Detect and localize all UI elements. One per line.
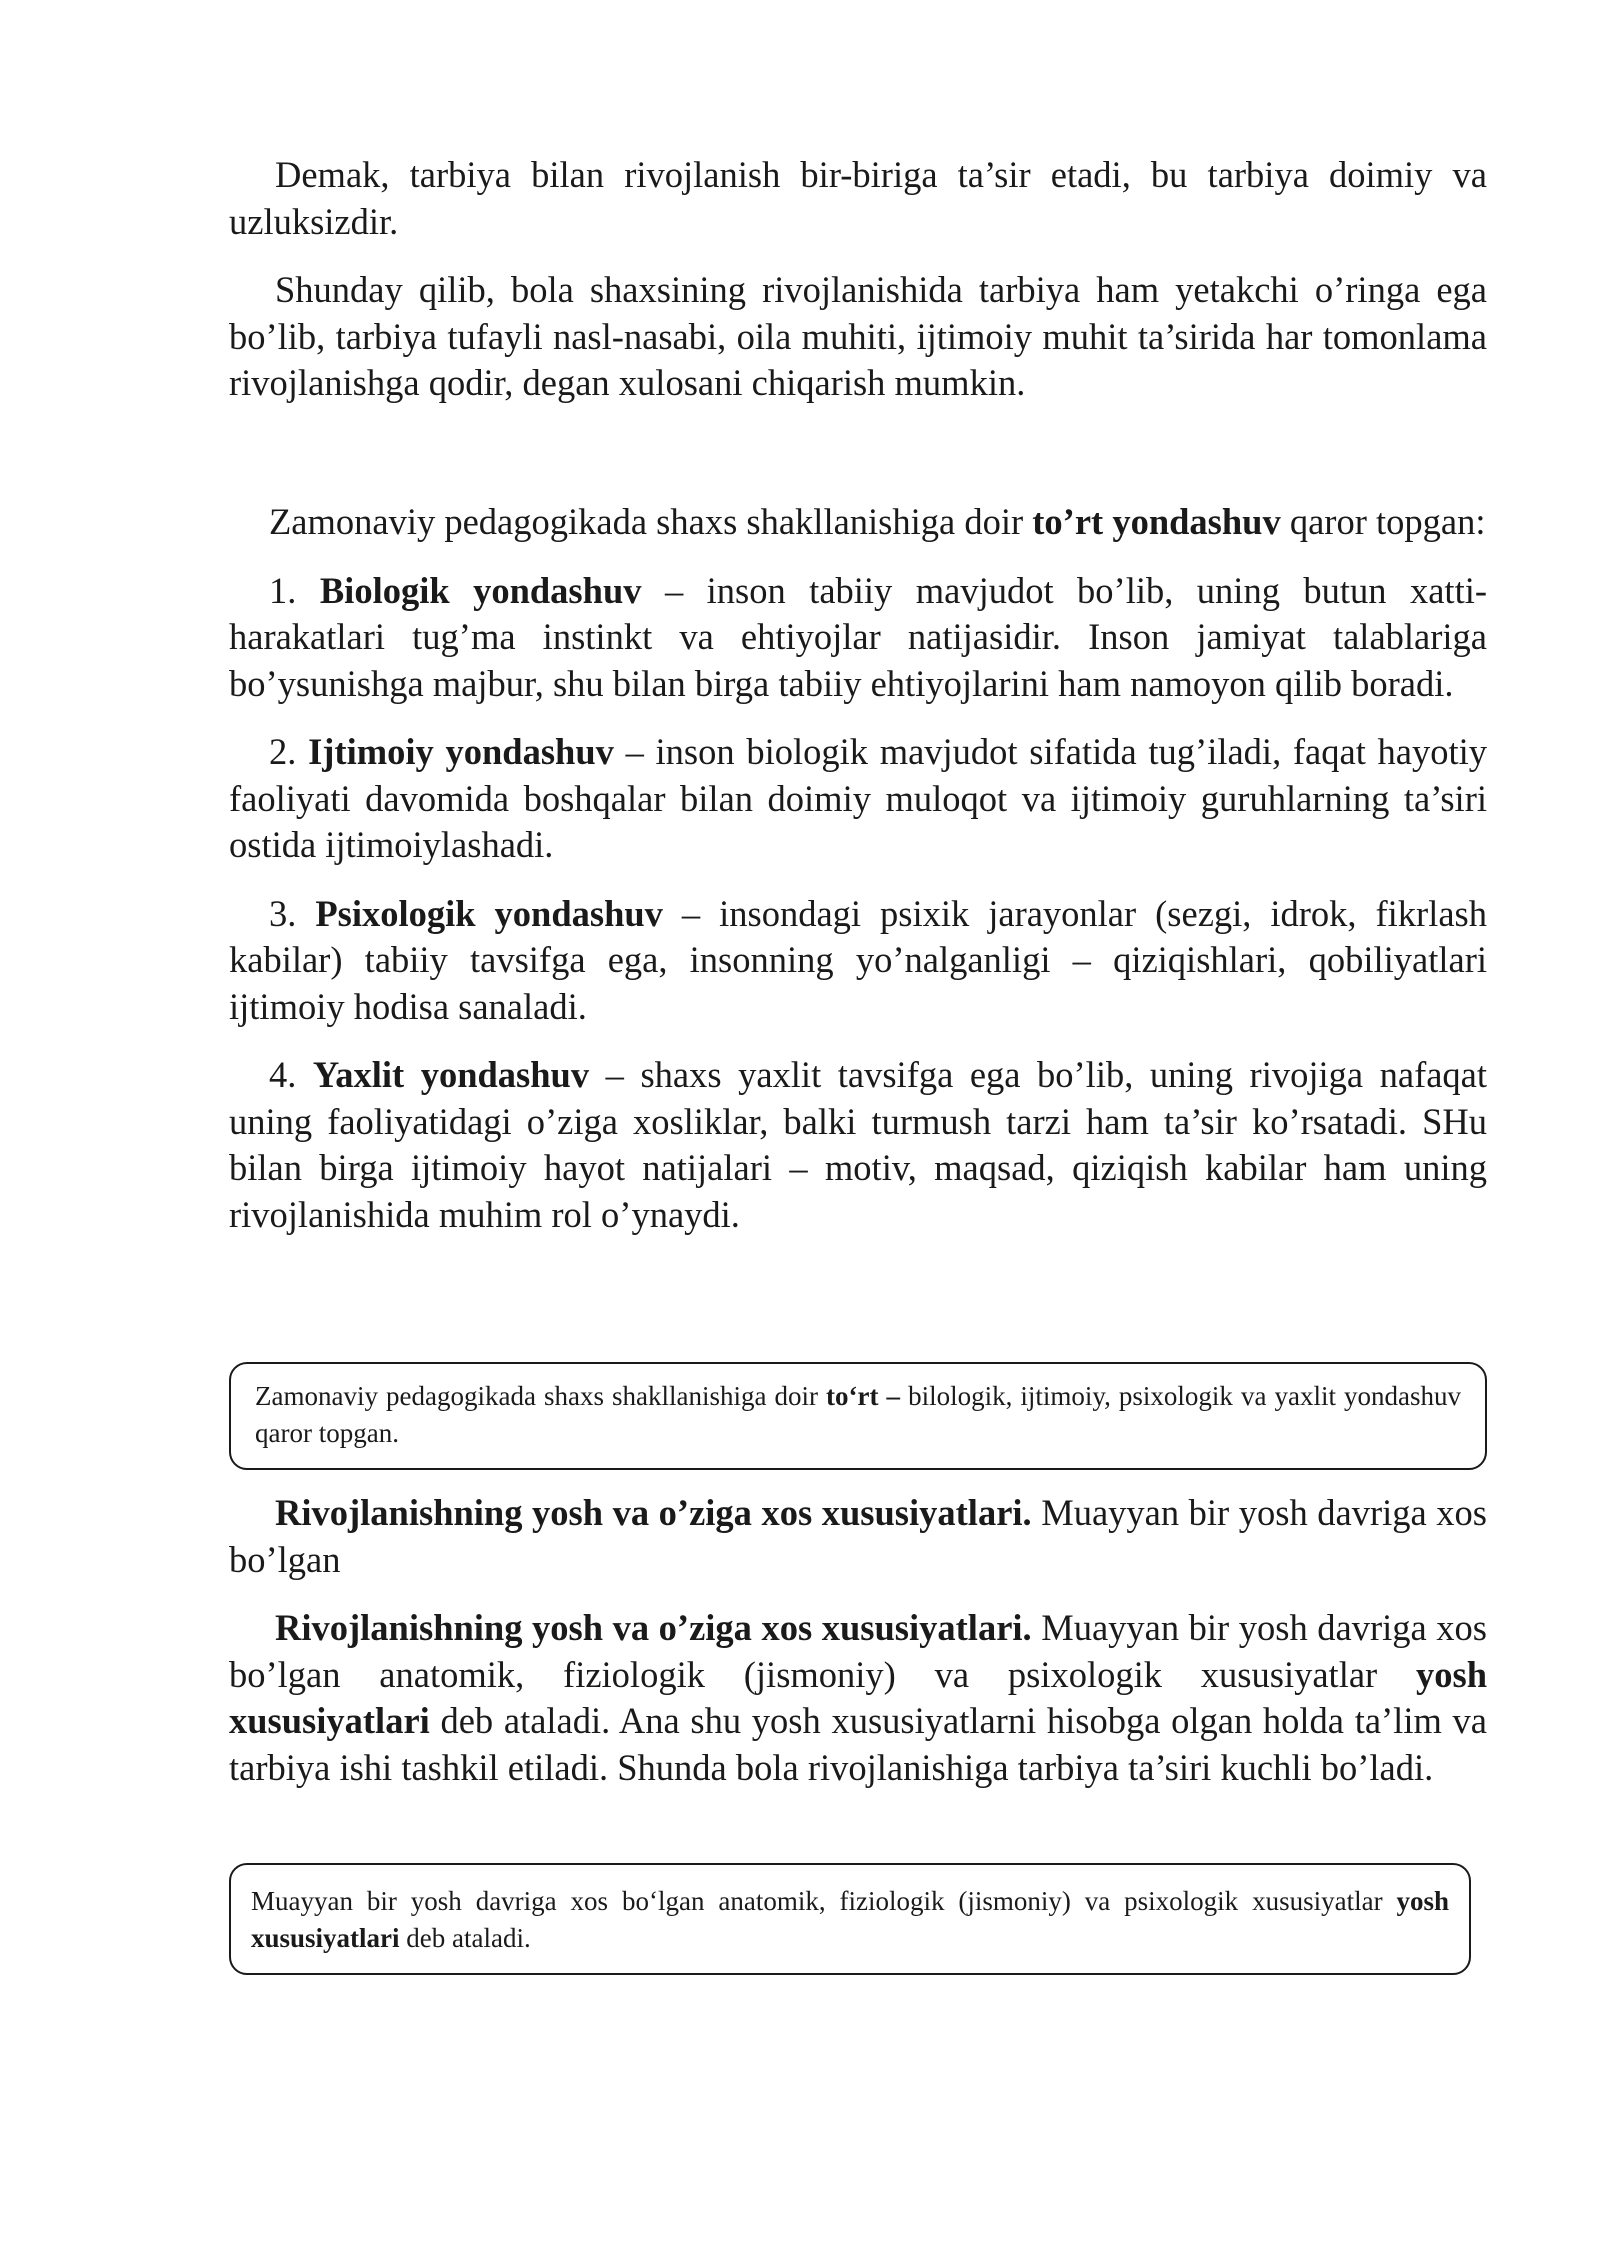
age-features-paragraph: Rivojlanishning yosh va o’ziga xos xususiyatlari. Muayyan bir yosh davriga xos bo’lgan anatomik, fiziologik (jismoniy) va psixologik xususiyatlar yosh xususiyatlari deb ataladi. Ana shu yosh xususiyatlarni hisobga olgan holda ta’lim va tarbiya ishi tashkil etiladi. Shunda bola rivojlanishiga tarbiya ta’siri kuchli bo’ladi. xyxy=(229,1607,1487,1788)
summary-box-approaches-text: Zamonaviy pedagogikada shaxs shakllanishiga doir to‘rt – bilologik, ijtimoiy, psixologik va yaxlit yondashuv qaror topgan. xyxy=(255,1381,1461,1448)
approach-item-biologik: 1. Biologik yondashuv – inson tabiiy mavjudot bo’lib, uning butun xatti-harakatlari tug’ma instinkt va ehtiyojlar natijasidir. Inson jamiyat talablariga bo’ysunishga majbur, shu bilan birga tabiiy ehtiyojlarini ham namoyon qilib boradi. xyxy=(229,569,1487,704)
age-features-section xyxy=(229,1490,1487,1791)
summary-box-age-features xyxy=(229,1863,1471,1975)
summary-box-approaches xyxy=(229,1362,1487,1470)
approaches-intro: Zamonaviy pedagogikada shaxs shakllanishiga doir to’rt yondashuv qaror topgan: xyxy=(269,501,1486,542)
paragraph-tarbiya: Demak, tarbiya bilan rivojlanish bir-biriga ta’sir etadi, bu tarbiya doimiy va uzluksizdir. xyxy=(229,154,1487,242)
approach-item-psixologik: 3. Psixologik yondashuv – insondagi psixik jarayonlar (sezgi, idrok, fikrlash kabilar) tabiiy tavsifga ega, insonning yo’nalganligi – qiziqishlari, qobiliyatlari ijtimoiy hodisa sanaladi. xyxy=(229,892,1488,1027)
age-features-heading: Rivojlanishning yosh va o’ziga xos xususiyatlari. Muayyan bir yosh davriga xos bo’lgan xyxy=(229,1492,1487,1580)
conclusion-section xyxy=(229,152,1487,407)
paragraph-shunday-qilib: Shunday qilib, bola shaxsining rivojlanishida tarbiya ham yetakchi o’ringa ega bo’lib, tarbiya tufayli nasl-nasabi, oila muhiti, ijtimoiy muhit ta’sirida har tomonlama rivojlanishga qodir, degan xulosani chiqarish mumkin. xyxy=(229,269,1487,403)
summary-box-age-features-text: Muayyan bir yosh davriga xos bo‘lgan anatomik, fiziologik (jismoniy) va psixologik xususiyatlar yosh xususiyatlari deb ataladi. xyxy=(251,1886,1449,1953)
approaches-section xyxy=(229,499,1487,1238)
approach-item-ijtimoiy: 2. Ijtimoiy yondashuv – inson biologik mavjudot sifatida tug’iladi, faqat hayotiy faoliyati davomida boshqalar bilan doimiy muloqot va ijtimoiy guruhlarning ta’siri ostida ijtimoiylashadi. xyxy=(229,731,1488,865)
approach-item-yaxlit: 4. Yaxlit yondashuv – shaxs yaxlit tavsifga ega bo’lib, uning rivojiga nafaqat uning faoliyatidagi o’ziga xosliklar, balki turmush tarzi ham ta’sir ko’rsatadi. SHu bilan birga ijtimoiy hayot natijalari – motiv, maqsad, qiziqish kabilar ham uning rivojlanishida muhim rol o’ynaydi. xyxy=(229,1054,1488,1235)
